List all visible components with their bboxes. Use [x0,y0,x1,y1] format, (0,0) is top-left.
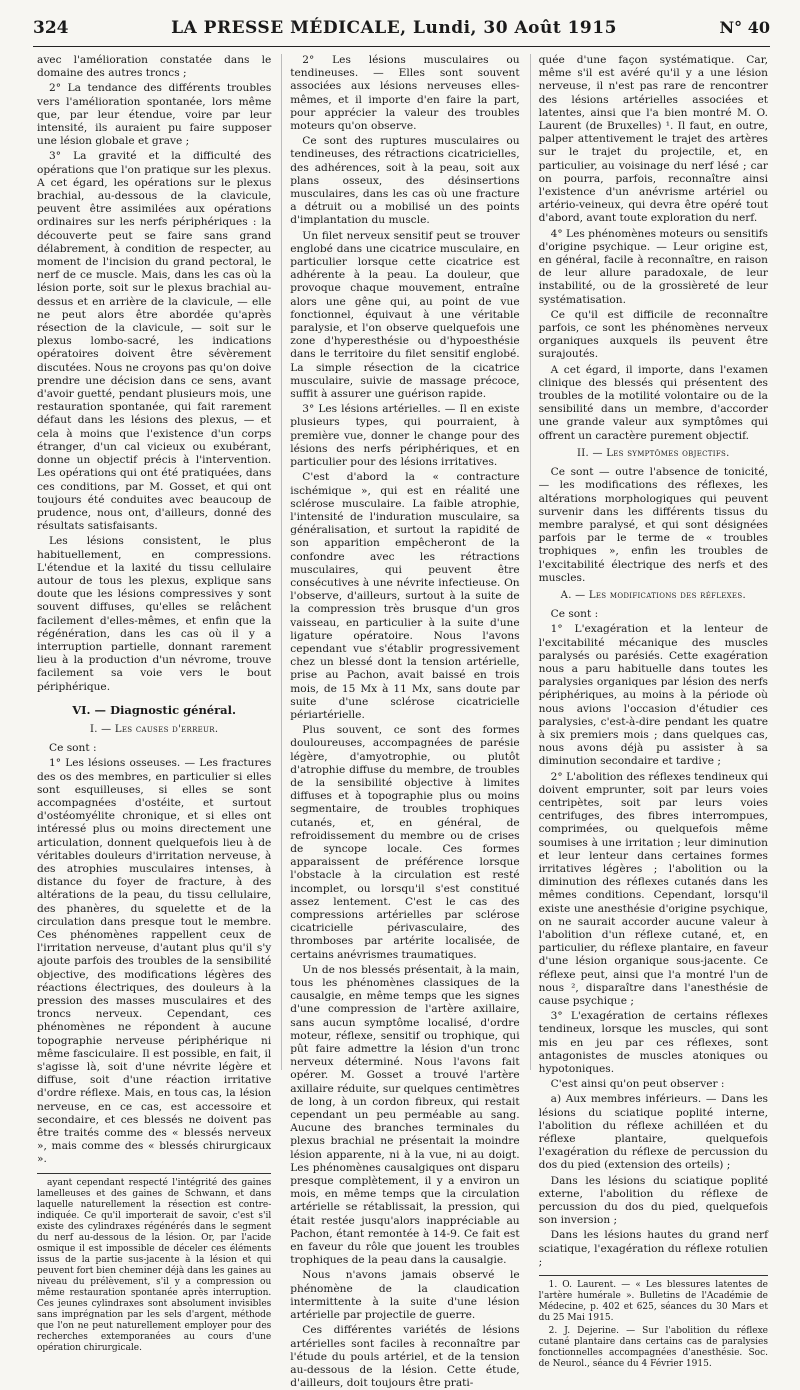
paragraph: Ce qu'il est difficile de reconnaître parfois, ce sont les phénomènes nerveux organiques auxquels ils peuvent être surajoutés. [538,308,768,361]
paragraph: 4° Les phénomènes moteurs ou sensitifs d'origine psychique. — Leur origine est, en général, facile à reconnaître, en raison de leur allure paradoxale, de leur instabilité, ou de la grossièreté de leur systématisation. [538,227,768,306]
footnote-2: 2. J. Dejerine. — Sur l'abolition du réflexe cutané plantaire dans certains cas de paralysies fonctionnelles accompagnées d'anesthésie. Soc. de Neurol., séance du 4 Février 1915. [538,1326,768,1370]
column-2 [281,54,523,1390]
paragraph: 3° Les lésions artérielles. — Il en existe plusieurs types, qui pourraient, à première vue, donner le change pour des lésions des nerfs périphériques, et en particulier pour des lésions irritatives. [290,403,520,469]
paragraph: 3° La gravité et la difficulté des opérations que l'on pratique sur les plexus. A cet égard, les opérations sur le plexus brachial, au-dessous de la clavicule, peuvent être assimilées aux opérations ordinaires sur les nerfs périphériques : la découverte peut se faire sans grand délabrement, à condition de respecter, au moment de l'incision du grand pectoral, le nerf de ce muscle. Mais, dans les cas où la lésion porte, soit sur le plexus brachial au-dessus et en arrière de la clavicule, — elle ne peut alors être abordée qu'après résection de la clavicule, — soit sur le plexus lombo-sacré, les indications opératoires doivent être sévèrement discutées. Nous ne croyons pas qu'on doive prendre une décision dans ce sens, avant d'avoir guetté, pendant plusieurs mois, une restauration spontanée, qui fait rarement défaut dans les lésions des plexus, — et cela à moins que l'existence d'un corps étranger, d'un cal vicieux ou exubérant, donne un objectif précis à l'intervention. Les opérations qui ont été pratiquées, dans ces conditions, par M. Gosset, et qui ont toujours été conduites avec beaucoup de prudence, nous ont, d'ailleurs, donné des résultats satisfaisants. [37,150,272,533]
footnote-divider [539,1275,768,1276]
paragraph: 1° L'exagération et la lenteur de l'excitabilité mécanique des muscles paralysés ou parésiés. Cette exagération nous a paru habituelle dans toutes les paralysies organiques par lésion des nerfs périphériques, au moins à la période où nous avions l'occasion d'étudier ces paralysies, c'est-à-dire pendant les quatre à six premiers mois ; dans quelques cas, nous avons déjà pu assister à sa diminution secondaire et tardive ; [538,623,768,768]
subsection-heading: II. — Les symptômes objectifs. [577,447,730,459]
footnote-block [539,1280,768,1370]
paragraph: Nous n'avons jamais observé le phénomène de la claudication intermittente à la suite d'une lésion artérielle par projectile de guerre. [290,1269,520,1322]
paragraph: Dans les lésions du sciatique poplité externe, l'abolition du réflexe de percussion du dos du pied, quelquefois son inversion ; [538,1174,768,1227]
journal-title: LA PRESSE MÉDICALE, Lundi, 30 Août 1915 [171,18,617,38]
issue-number: N° 40 [719,18,770,37]
paragraph: C'est d'abord la « contracture ischémique », qui est en réalité une sclérose musculaire. La faible atrophie, l'intensité de l'induration musculaire, sa généralisation, et surtout la rapidité de son apparition empêcheront de la confondre avec les rétractions musculaires, qui peuvent être consécutives à une névrite infectieuse. On l'observe, d'ailleurs, surtout à la suite de la compression très brusque d'un gros vaisseau, en particulier à la suite d'une ligature opératoire. Nous l'avons cependant vue s'établir progressivement chez un blessé dont la tension artérielle, prise au Pachon, avait baissé en trois mois, de 15 Mx à 11 Mx, sans doute par suite d'une sclérose cicatricielle périartérielle. [290,471,520,721]
column-3 [530,54,772,1370]
paragraph: Les lésions consistent, le plus habituellement, en compressions. L'étendue et la laxité du tissu cellulaire autour de tous les plexus, explique sans doute que les lésions compressives y sont souvent diffuses, qu'elles se relâchent facilement d'elles-mêmes, et enfin que la régénération, dans les cas où il y a interruption partielle, donnant rarement lieu à la production d'un névrome, trouve facilement sa voie vers le bout périphérique. [37,535,272,693]
paragraph: 2° Les lésions musculaires ou tendineuses. — Elles sont souvent associées aux lésions nerveuses elles-mêmes, et il importe d'en faire la part, pour apprécier la valeur des troubles moteurs qu'on observe. [290,54,520,133]
paragraph: 1° Les lésions osseuses. — Les fractures des os des membres, en particulier si elles sont esquilleuses, si elles se sont accompagnées d'ostéite, et surtout d'ostéomyélite chronique, et si elles ont intéressé plus ou moins directement une articulation, donnent quelquefois lieu à de véritables douleurs d'irritation nerveuse, à des atrophies musculaires intenses, à distance du foyer de fracture, à des altérations de la peau, du tissu cellulaire, des phanères, du squelette et de la circulation dans presque tout le membre. Ces phénomènes rappellent ceux de l'irritation nerveuse, d'autant plus qu'il s'y ajoute parfois des troubles de la sensibilité objective, des modifications légères des réactions électriques, des douleurs à la pression des masses musculaires et des troncs nerveux. Cependant, ces phénomènes ne répondent à aucune topographie nerveuse périphérique ni même fasciculaire. Il est possible, en fait, il s'agisse là, soit d'une névrite légère et diffuse, soit d'une réaction irritative d'ordre réflexe. Mais, en tous cas, la lésion nerveuse, en ce cas, est accessoire et secondaire, et ces blessés ne doivent pas être traités comme des « blessés nerveux », mais comme des « blessés chirurgicaux ». [37,757,272,1166]
paragraph: Ce sont des ruptures musculaires ou tendineuses, des rétractions cicatricielles, des adhérences, soit à la peau, soit aux plans osseux, des désinsertions musculaires, dans les cas où une fracture a détruit ou a mobilisé un des points d'implantation du muscle. [290,135,520,227]
paragraph: a) Aux membres inférieurs. — Dans les lésions du sciatique poplité interne, l'abolition du réflexe achilléen et du réflexe plantaire, quelquefois l'exagération du réflexe de percussion du dos du pied (extension des orteils) ; [538,1093,768,1172]
page-number: 324 [33,18,69,38]
footnote-1: 1. O. Laurent. — « Les blessures latentes de l'artère humérale ». Bulletins de l'Académie de Médecine, p. 402 et 625, séances du 30 Mars et du 25 Mai 1915. [538,1280,768,1324]
paragraph: Un de nos blessés présentait, à la main, tous les phénomènes classiques de la causalgie, en même temps que les signes d'une compression de l'artère axillaire, sans aucun symptôme localisé, d'ordre moteur, réflexe, sensitif ou trophique, qui pût faire admettre la lésion d'un tronc nerveux déterminé. Nous l'avons fait opérer. M. Gosset a trouvé l'artère axillaire réduite, sur quelques centimètres de long, à un cordon fibreux, qui restait cependant un peu perméable au sang. Aucune des branches terminales du plexus brachial ne présentait la moindre lésion apparente, ni à la vue, ni au doigt. Les phénomènes causalgiques ont disparu presque complètement, il y a environ un mois, en même temps que la circulation artérielle se rétablissait, la pression, qui était restée jusqu'alors inappréciable au Pachon, étant remontée à 14-9. Ce fait est en faveur du rôle que jouent les troubles trophiques de la peau dans la causalgie. [290,963,520,1267]
footnote-block [37,1178,271,1354]
subsection-heading: I. — Les causes d'erreur. [89,723,219,735]
paragraph: quée d'une façon systématique. Car, même s'il est avéré qu'il y a une lésion nerveuse, il n'est pas rare de rencontrer des lésions artérielles associées et latentes, ainsi que l'a bien montré M. O. Laurent (de Bruxelles) ¹. Il faut, en outre, palper attentivement le trajet des artères sur le trajet du projectile, et, en particulier, au voisinage du nerf lésé ; car on pourra, parfois, reconnaître ainsi l'existence d'un anévrisme artériel ou artério-veineux, qui devra être opéré tout d'abord, avant toute exploration du nerf. [538,54,768,225]
paragraph: Ce sont : [550,608,599,621]
page-header [33,18,770,47]
paragraph: Ces différentes variétés de lésions artérielles sont faciles à reconnaître par l'étude du pouls artériel, et de la tension au-dessous de la lésion. Cette étude, d'ailleurs, doit toujours être prati- [290,1324,520,1390]
paragraph: Un filet nerveux sensitif peut se trouver englobé dans une cicatrice musculaire, en particulier lorsque cette cicatrice est adhérente à la peau. La douleur, que provoque chaque mouvement, entraîne alors une gêne qui, au point de vue fonctionnel, équivaut à une véritable paralysie, et l'on observe quelquefois une zone d'hyperesthésie ou d'hypoesthésie dans le territoire du filet sensitif englobé. La simple résection de la cicatrice musculaire, suivie de massage précoce, suffit à assurer une guérison rapide. [290,229,520,401]
footnote-text: ayant cependant respecté l'intégrité des gaines lamelleuses et des gaines de Schwann, et dans laquelle naturellement la résection est contre-indiquée. Ce qu'il importerait de savoir, c'est s'il existe des cylindraxes régénérés dans le segment du nerf au-dessous de la lésion. Or, par l'acide osmique il est impossible de déceler ces éléments issus de la partie sus-jacente à la lésion et qui peuvent fort bien cheminer déjà dans les gaines au niveau du prélèvement, s'il y a compression ou même restauration spontanée après interruption. Ces jeunes cylindraxes sont absolument invisibles sans imprégnation par les sels d'argent, méthode que l'on ne peut naturellement employer pour des recherches extemporanées au cours d'une opération chirurgicale. [37,1177,272,1353]
paragraph: Plus souvent, ce sont des formes douloureuses, accompagnées de parésie légère, d'amyotrophie, ou plutôt d'atrophie diffuse du membre, de troubles de la sensibilité objective à limites diffuses et à topographie plus ou moins segmentaire, de troubles trophiques cutanés, et, en général, de refroidissement du membre ou de crises de syncope locale. Ces formes apparaissent de préférence lorsque l'obstacle à la circulation est resté incomplet, ou lorsqu'il s'est constitué assez lentement. C'est le cas des compressions artérielles par sclérose cicatricielle périvasculaire, des thromboses par artérite localisée, de certains anévrismes traumatiques. [290,724,520,961]
paragraph: 2° La tendance des différents troubles vers l'amélioration spontanée, lors même que, par leur étendue, voire par leur intensité, ils auraient pu faire supposer une lésion globale et grave ; [37,82,272,148]
section-heading: VI. — Diagnostic général. [72,702,237,717]
paragraph: Ce sont — outre l'absence de tonicité, — les modifications des réflexes, les altérations morphologiques qui peuvent survenir dans les différents tissus du membre paralysé, et qui sont désignées parfois par le terme de « troubles trophiques », enfin les troubles de l'excitabilité électrique des nerfs et des muscles. [538,466,768,584]
paragraph: Dans les lésions hautes du grand nerf sciatique, l'exagération du réflexe rotulien ; [538,1229,768,1268]
paragraph: Ce sont : [49,742,97,755]
article-columns [33,54,772,1390]
paragraph: 3° L'exagération de certains réflexes tendineux, lorsque les muscles, qui sont mis en jeu par ces réflexes, sont antagonistes de muscles atoniques ou hypotoniques. [538,1010,768,1076]
subsection-heading: A. — Les modifications des réflexes. [560,589,746,601]
paragraph: C'est ainsi qu'on peut observer : [550,1078,725,1091]
paragraph: A cet égard, il importe, dans l'examen clinique des blessés qui présentent des troubles de la motilité volontaire ou de la sensibilité dans un membre, d'accorder une grande valeur aux symptômes qui offrent un caractère purement objectif. [538,363,768,442]
paragraph: avec l'amélioration constatée dans le domaine des autres troncs ; [37,54,272,80]
paragraph: 2° L'abolition des réflexes tendineux qui doivent emprunter, soit par leurs voies centripètes, soit par leurs voies centrifuges, des fibres interrompues, comprimées, ou quelquefois même soumises à une irritation ; leur diminution et leur lenteur dans certaines formes irritatives légères ; l'abolition ou la diminution des réflexes cutanés dans les mêmes conditions. Cependant, lorsqu'il existe une anesthésie d'origine psychique, on ne saurait accorder aucune valeur à l'abolition d'un réflexe cutané, et, en particulier, du réflexe plantaire, en faveur d'une lésion organique sous-jacente. Ce réflexe peut, ainsi que l'a montré l'un de nous ², disparaître dans l'anesthésie de cause psychique ; [538,770,768,1008]
column-1 [33,54,275,1353]
footnote-divider [37,1173,271,1174]
